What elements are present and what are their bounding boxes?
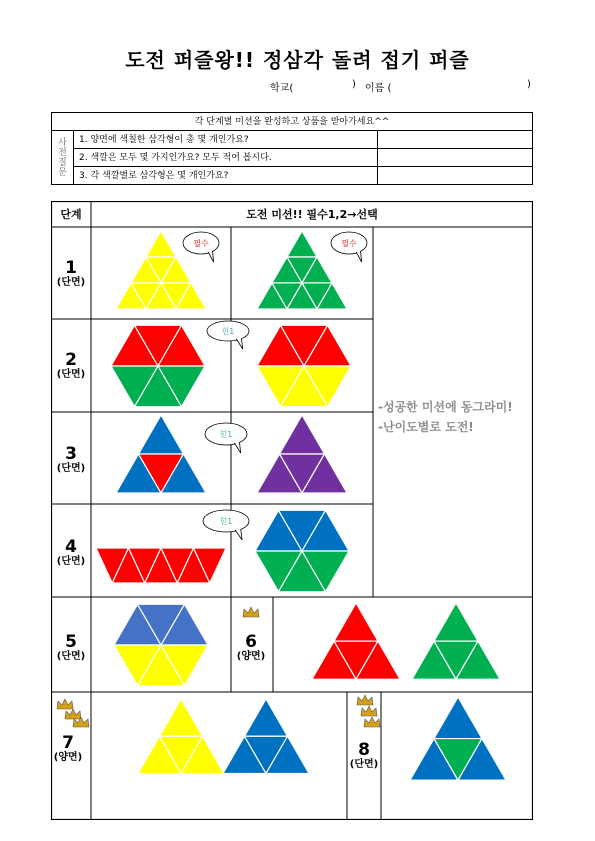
quiz-header: 각 단계별 미션을 완성하고 상품을 받아가세요^^ [52,113,532,131]
puzzle-3a [139,415,184,454]
note-line-1: -성공한 미션에 동그라미! [378,400,513,414]
note-line-2: -난이도별로 도전! [378,420,474,434]
stage-8: 8 (단면) [349,740,379,770]
col-stage-header: 단계 [60,208,82,221]
bubble-required-2-text: 필수 [341,239,357,248]
bubble-hint-4-tail [235,529,242,540]
answer-field-2[interactable] [377,149,533,167]
crown-8b [361,706,377,716]
quiz-question-1: 1. 양면에 색칠한 삼각형이 총 몇 개인가요? [74,131,533,149]
stage-2: 2 (단면) [56,350,86,380]
puzzle-1a [146,231,176,257]
stage-1: 1 (단면) [56,258,86,288]
bubble-required-2-tail [356,251,361,262]
stage-4: 4 (단면) [56,537,86,567]
answer-field-1[interactable] [377,131,533,149]
pre-question-table [51,112,533,185]
school-label: 학교( [270,83,294,94]
crown-8a [357,695,373,705]
mission-notes [378,397,533,437]
puzzle-6b [434,603,478,641]
stage-6: 6 (양면) [236,632,266,662]
bubble-required-1-tail [208,251,213,262]
crown-7a [57,699,73,709]
crown-7b [65,709,81,719]
puzzle-1b [287,231,317,257]
crown-8c [364,717,380,727]
quiz-side-label: 사 전 질 문 [52,131,74,185]
stage-3: 3 (단면) [56,444,86,474]
bubble-hint-3-text: 힌1 [219,430,233,439]
bubble-hint-2-text: 힌1 [221,327,235,336]
stage-5: 5 (단면) [56,632,86,662]
mission-grid-lines [51,201,533,820]
stage-7: 7 (양면) [53,733,83,763]
mission-grid [51,201,533,820]
col-mission-header: 도전 미션!! 필수1,2→선택 [246,208,378,221]
puzzle-3b [280,415,325,454]
quiz-question-2: 2. 색깔은 모두 몇 가지인가요? 모두 적어 봅시다. [74,149,533,167]
school-close: ) [352,79,356,90]
crown-6 [243,607,259,617]
bubble-hint-2-tail [236,338,242,349]
puzzle-6a [334,603,378,641]
answer-field-3[interactable] [377,167,533,185]
page-title: 도전 퍼즐왕!! 정삼각 돌려 접기 퍼즐 [125,48,470,72]
puzzle-7b [245,699,288,736]
puzzle-8 [434,697,482,739]
name-close: ) [527,79,531,90]
bubble-hint-4-text: 힌1 [219,517,233,526]
quiz-question-3: 3. 각 색깔별로 삼각형은 몇 개인가요? [74,167,533,185]
bubble-hint-3-tail [234,442,240,453]
name-label: 이름 ( [365,83,392,94]
puzzle-7a [160,699,203,736]
bubble-required-1-text: 필수 [193,239,209,248]
